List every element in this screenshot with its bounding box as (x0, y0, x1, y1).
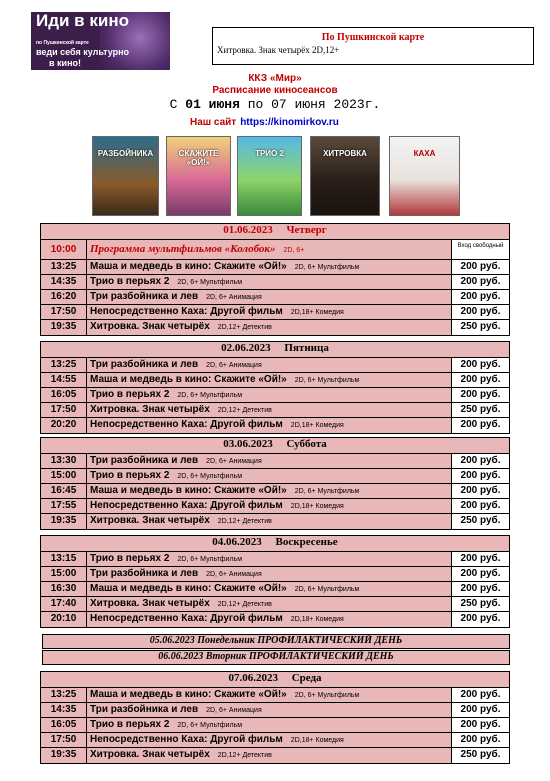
period-to: 07 июня 2023г. (271, 97, 381, 112)
screening-row (41, 514, 509, 529)
day-block (40, 535, 510, 628)
screening-title: Маша и медведь в кино: Скажите «Ой!» (90, 689, 287, 700)
screening-time: 13:30 (41, 454, 87, 468)
screening-price: 200 руб. (451, 418, 509, 433)
poster-robbers (92, 136, 159, 216)
screening-title: Хитровка. Знак четырёх (90, 749, 210, 760)
banner-line-4: в кино! (49, 58, 82, 68)
poster-khitrovka (310, 136, 380, 216)
screening-info: 2D,18+ Комедия (290, 737, 344, 744)
website-line (190, 117, 339, 128)
screening-title: Хитровка. Знак четырёх (90, 598, 210, 609)
screening-title-cell (90, 290, 262, 304)
screening-row (41, 469, 509, 484)
day-block (40, 223, 510, 336)
day-weekday: Воскресенье (275, 536, 338, 548)
screening-price: 250 руб. (451, 748, 509, 763)
screening-info: 2D,18+ Комедия (290, 616, 344, 623)
screening-time: 13:25 (41, 688, 87, 702)
screening-row (41, 703, 509, 718)
screening-price: 200 руб. (451, 688, 509, 702)
website-link[interactable]: https://kinomirkov.ru (240, 117, 339, 128)
screening-time: 19:35 (41, 514, 87, 529)
day-block (40, 671, 510, 764)
screening-title: Маша и медведь в кино: Скажите «Ой!» (90, 374, 287, 385)
screening-title-cell (90, 597, 272, 611)
screening-time: 17:50 (41, 403, 87, 417)
screening-row (41, 567, 509, 582)
screening-time: 17:50 (41, 733, 87, 747)
day-date: 02.06.2023 (221, 342, 271, 354)
period-from: 01 июня (185, 97, 240, 112)
day-block (40, 341, 510, 434)
screening-time: 17:50 (41, 305, 87, 319)
maintenance-day: 05.06.2023 Понедельник ПРОФИЛАКТИЧЕСКИЙ ДЕНЬ (42, 634, 510, 649)
poster-title: СКАЖИТЕ «ОЙ!» (178, 149, 219, 167)
day-header (41, 438, 509, 454)
poster-title: КАХА (413, 149, 436, 158)
screening-row (41, 290, 509, 305)
screening-info: 2D, 6+ Мультфильм (294, 488, 360, 495)
screening-price: 200 руб. (451, 582, 509, 596)
screening-price: 250 руб. (451, 403, 509, 417)
poster-title: ТРИО 2 (255, 149, 284, 158)
screening-price: 200 руб. (451, 733, 509, 747)
screening-time: 13:25 (41, 260, 87, 274)
screening-price: 200 руб. (451, 358, 509, 372)
screening-title: Трио в перьях 2 (90, 389, 170, 400)
day-date: 03.06.2023 (223, 438, 273, 450)
screening-title: Трио в перьях 2 (90, 553, 170, 564)
screening-title: Программа мультфильмов «Колобок» (90, 243, 276, 255)
screening-time: 13:25 (41, 358, 87, 372)
screening-price: 200 руб. (451, 373, 509, 387)
screening-time: 15:00 (41, 469, 87, 483)
screening-time: 14:35 (41, 703, 87, 717)
screening-price: 200 руб. (451, 454, 509, 468)
pushkin-card-box (212, 27, 534, 65)
screening-time: 13:15 (41, 552, 87, 566)
screening-info: 2D,12+ Детектив (217, 324, 272, 331)
poster-title: РАЗБОЙНИКА (97, 149, 154, 158)
screening-title-cell (90, 305, 344, 319)
screening-title-cell (90, 748, 272, 763)
day-date: 04.06.2023 (212, 536, 262, 548)
screening-info: 2D, 6+ Анимация (206, 571, 262, 578)
poster-kakha (389, 136, 460, 216)
screening-row (41, 718, 509, 733)
screening-title: Три разбойника и лев (90, 568, 199, 579)
screening-info: 2D, 6+ Мультфильм (177, 556, 243, 563)
screening-info: 2D, 6+ Мультфильм (294, 692, 360, 699)
screening-info: 2D,18+ Комедия (290, 422, 344, 429)
screening-price: 250 руб. (451, 514, 509, 529)
screening-time: 17:40 (41, 597, 87, 611)
screening-title: Хитровка. Знак четырёх (90, 321, 210, 332)
screening-info: 2D,18+ Комедия (290, 503, 344, 510)
screening-title-cell (90, 567, 262, 581)
screening-info: 2D, 6+ (283, 247, 305, 254)
website-label: Наш сайт (190, 117, 237, 128)
screening-title: Три разбойника и лев (90, 704, 199, 715)
screening-price: 200 руб. (451, 703, 509, 717)
screening-price: Вход свободный (451, 240, 509, 259)
screening-title-cell (90, 373, 359, 387)
day-date: 01.06.2023 (223, 224, 273, 236)
screening-row (41, 597, 509, 612)
day-header (41, 342, 509, 358)
screening-time: 16:05 (41, 388, 87, 402)
screening-price: 250 руб. (451, 320, 509, 335)
screening-title-cell (90, 484, 359, 498)
screening-price: 200 руб. (451, 275, 509, 289)
screening-info: 2D, 6+ Мультфильм (294, 586, 360, 593)
screening-time: 14:55 (41, 373, 87, 387)
screening-title-cell (90, 514, 272, 529)
day-weekday: Четверг (286, 224, 327, 236)
screening-title-cell (90, 275, 242, 289)
day-header (41, 536, 509, 552)
screening-time: 10:00 (41, 240, 87, 259)
pushkin-card-film: Хитровка. Знак четырёх 2D,12+ (217, 45, 340, 55)
screening-price: 200 руб. (451, 567, 509, 581)
screening-info: 2D,12+ Детектив (217, 601, 272, 608)
screening-title-cell (90, 733, 344, 747)
pushkin-card-title: По Пушкинской карте (321, 32, 425, 43)
screening-title: Непосредственно Каха: Другой фильм (90, 734, 283, 745)
screening-price: 250 руб. (451, 597, 509, 611)
screening-title-cell (90, 703, 262, 717)
screening-time: 20:10 (41, 612, 87, 627)
screening-title-cell (90, 418, 344, 433)
screening-title-cell (90, 240, 304, 259)
day-date: 07.06.2023 (228, 672, 278, 684)
screening-title: Непосредственно Каха: Другой фильм (90, 613, 283, 624)
screening-price: 200 руб. (451, 305, 509, 319)
screening-info: 2D, 6+ Анимация (206, 458, 262, 465)
screening-price: 200 руб. (451, 499, 509, 513)
banner-line-1: Иди в кино (36, 12, 129, 30)
day-header (41, 672, 509, 688)
screening-title: Три разбойника и лев (90, 291, 199, 302)
screening-row (41, 260, 509, 275)
screening-row (41, 305, 509, 320)
screening-price: 200 руб. (451, 552, 509, 566)
screening-row (41, 418, 509, 433)
screening-time: 15:00 (41, 567, 87, 581)
day-header (41, 224, 509, 240)
screening-info: 2D, 6+ Анимация (206, 294, 262, 301)
screening-title-cell (90, 358, 262, 372)
screening-row (41, 499, 509, 514)
screening-title-cell (90, 688, 359, 702)
screening-info: 2D, 6+ Мультфильм (177, 473, 243, 480)
day-weekday: Среда (291, 672, 322, 684)
screening-title: Маша и медведь в кино: Скажите «Ой!» (90, 485, 287, 496)
screening-title: Непосредственно Каха: Другой фильм (90, 306, 283, 317)
screening-time: 16:05 (41, 718, 87, 732)
screening-price: 200 руб. (451, 484, 509, 498)
screening-row (41, 748, 509, 763)
screening-row (41, 454, 509, 469)
screening-title: Маша и медведь в кино: Скажите «Ой!» (90, 261, 287, 272)
screening-price: 200 руб. (451, 388, 509, 402)
screening-title: Трио в перьях 2 (90, 470, 170, 481)
screening-title: Маша и медведь в кино: Скажите «Ой!» (90, 583, 287, 594)
screening-title-cell (90, 552, 242, 566)
screening-info: 2D,12+ Детектив (217, 752, 272, 759)
screening-info: 2D, 6+ Мультфильм (177, 279, 243, 286)
screening-time: 20:20 (41, 418, 87, 433)
screening-title: Трио в перьях 2 (90, 276, 170, 287)
promo-banner (31, 12, 170, 70)
screening-title-cell (90, 260, 359, 274)
day-block (40, 437, 510, 530)
screening-title-cell (90, 320, 272, 335)
screening-title-cell (90, 388, 242, 402)
screening-info: 2D, 6+ Анимация (206, 707, 262, 714)
screening-info: 2D, 6+ Мультфильм (294, 377, 360, 384)
screening-row (41, 552, 509, 567)
screening-price: 200 руб. (451, 260, 509, 274)
screening-time: 19:35 (41, 748, 87, 763)
screening-row (41, 484, 509, 499)
screening-row (41, 275, 509, 290)
period-prefix: С (169, 97, 186, 112)
screening-title-cell (90, 403, 272, 417)
screening-title: Трио в перьях 2 (90, 719, 170, 730)
screening-price: 200 руб. (451, 290, 509, 304)
screening-title: Три разбойника и лев (90, 455, 199, 466)
screening-time: 16:30 (41, 582, 87, 596)
screening-row (41, 688, 509, 703)
screening-info: 2D,12+ Детектив (217, 407, 272, 414)
screening-title-cell (90, 469, 242, 483)
screening-title-cell (90, 582, 359, 596)
screening-title-cell (90, 454, 262, 468)
screening-info: 2D, 6+ Мультфильм (294, 264, 360, 271)
screening-price: 200 руб. (451, 469, 509, 483)
screening-row (41, 320, 509, 335)
banner-line-3: веди себя культурно (36, 47, 130, 57)
screening-time: 16:45 (41, 484, 87, 498)
screening-row (41, 582, 509, 597)
schedule-subtitle: Расписание киносеансов (212, 85, 338, 96)
screening-row (41, 358, 509, 373)
screening-row (41, 388, 509, 403)
day-weekday: Суббота (286, 438, 327, 450)
day-weekday: Пятница (284, 342, 329, 354)
banner-line-2: по Пушкинской карте (36, 40, 89, 46)
screening-time: 17:55 (41, 499, 87, 513)
screening-row (41, 240, 509, 260)
maintenance-day: 06.06.2023 Вторник ПРОФИЛАКТИЧЕСКИЙ ДЕНЬ (42, 650, 510, 665)
screening-title-cell (90, 499, 344, 513)
screening-info: 2D,12+ Детектив (217, 518, 272, 525)
screening-row (41, 403, 509, 418)
screening-title-cell (90, 718, 242, 732)
screening-row (41, 733, 509, 748)
period-mid: по (239, 97, 272, 112)
screening-price: 200 руб. (451, 612, 509, 627)
screening-info: 2D, 6+ Мультфильм (177, 722, 243, 729)
screening-info: 2D, 6+ Анимация (206, 362, 262, 369)
screening-row (41, 373, 509, 388)
screening-price: 200 руб. (451, 718, 509, 732)
poster-masha (166, 136, 231, 216)
screening-title: Три разбойника и лев (90, 359, 199, 370)
screening-title: Хитровка. Знак четырёх (90, 515, 210, 526)
screening-time: 19:35 (41, 320, 87, 335)
screening-title: Хитровка. Знак четырёх (90, 404, 210, 415)
screening-time: 14:35 (41, 275, 87, 289)
screening-time: 16:20 (41, 290, 87, 304)
poster-title: ХИТРОВКА (323, 149, 367, 158)
screening-title: Непосредственно Каха: Другой фильм (90, 419, 283, 430)
screening-info: 2D,18+ Комедия (290, 309, 344, 316)
schedule-period (0, 97, 550, 112)
poster-trio (237, 136, 302, 216)
screening-row (41, 612, 509, 627)
screening-info: 2D, 6+ Мультфильм (177, 392, 243, 399)
screening-title: Непосредственно Каха: Другой фильм (90, 500, 283, 511)
venue-name: ККЗ «Мир» (248, 73, 302, 84)
screening-title-cell (90, 612, 344, 627)
